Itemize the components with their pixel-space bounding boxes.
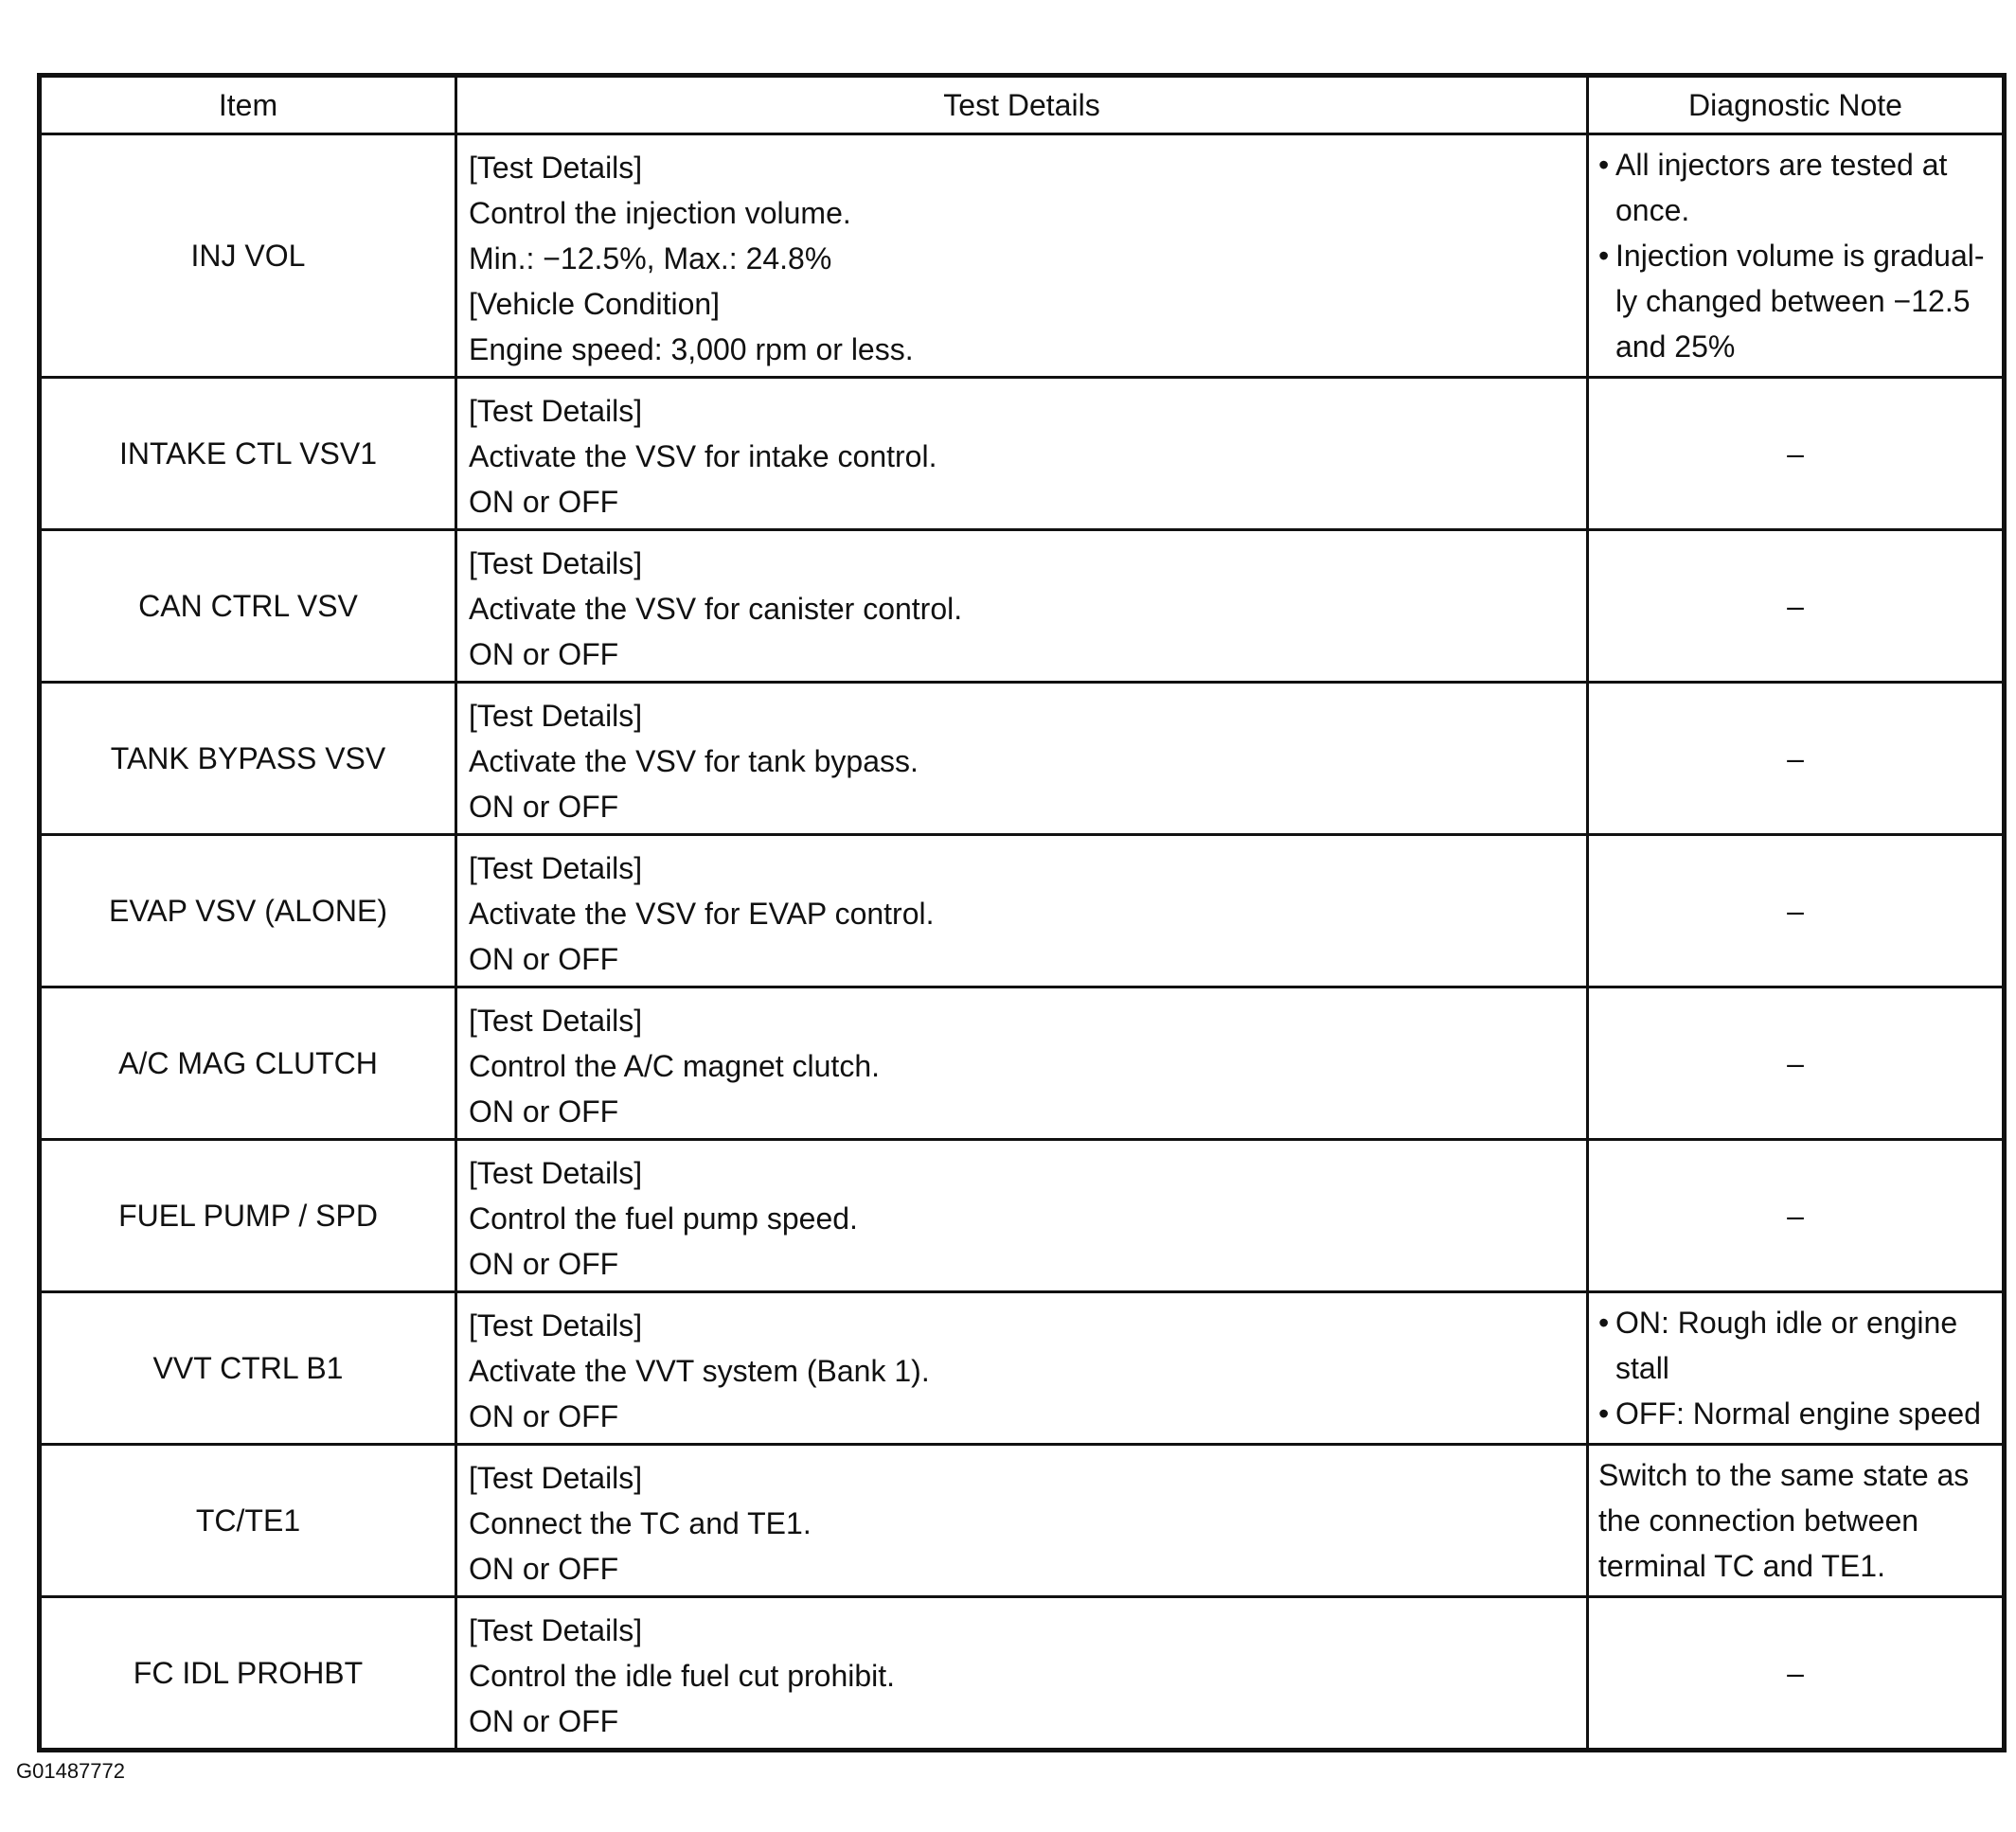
- table-row: [40, 1597, 2005, 1751]
- test-detail-line: [Test Details]: [469, 1461, 643, 1495]
- column-header-test-details: Test Details: [456, 76, 1588, 134]
- test-details-cell: [456, 1140, 1588, 1292]
- note-bullet-item: • ON: Rough idle or engine stall: [1598, 1300, 1992, 1391]
- table-row: [40, 134, 2005, 378]
- test-detail-line: Control the fuel pump speed.: [469, 1201, 858, 1236]
- item-cell: FC IDL PROHBT: [40, 1597, 456, 1751]
- column-header-diagnostic-note: Diagnostic Note: [1588, 76, 2005, 134]
- test-detail-line: [Test Details]: [469, 151, 643, 185]
- item-cell: INJ VOL: [40, 134, 456, 378]
- test-detail-line: ON or OFF: [469, 790, 619, 824]
- table-row: [40, 683, 2005, 835]
- table-body: [40, 134, 2005, 1751]
- note-bullet-list: [1598, 1300, 1992, 1436]
- test-detail-line: ON or OFF: [469, 1704, 619, 1738]
- table-row: [40, 835, 2005, 987]
- test-detail-line: ON or OFF: [469, 1247, 619, 1281]
- test-detail-line: [Test Details]: [469, 1308, 643, 1343]
- note-bullet-item: • All injectors are tested at once.: [1598, 142, 1992, 233]
- figure-id: G01487772: [16, 1759, 125, 1783]
- test-detail-line: [Test Details]: [469, 699, 643, 733]
- test-detail-line: Activate the VVT system (Bank 1).: [469, 1354, 930, 1388]
- item-cell: TC/TE1: [40, 1445, 456, 1597]
- diagnostic-note-cell: [1588, 1597, 2005, 1751]
- note-bullet-item: • Injection volume is gradual-ly changed between −12.5 and 25%: [1598, 233, 1992, 369]
- test-detail-line: Activate the VSV for canister control.: [469, 592, 963, 626]
- table-row: [40, 530, 2005, 683]
- test-detail-line: Min.: −12.5%, Max.: 24.8%: [469, 241, 832, 276]
- item-cell: CAN CTRL VSV: [40, 530, 456, 683]
- test-detail-line: Activate the VSV for tank bypass.: [469, 744, 919, 778]
- table-row: [40, 1445, 2005, 1597]
- test-detail-line: Connect the TC and TE1.: [469, 1506, 812, 1540]
- test-details-cell: [456, 835, 1588, 987]
- test-detail-line: Control the A/C magnet clutch.: [469, 1049, 880, 1083]
- test-detail-line: ON or OFF: [469, 942, 619, 976]
- test-details-cell: [456, 134, 1588, 378]
- active-test-sheet: [37, 73, 2002, 1752]
- test-detail-line: [Test Details]: [469, 1156, 643, 1190]
- test-detail-line: ON or OFF: [469, 485, 619, 519]
- test-detail-line: [Test Details]: [469, 851, 643, 885]
- diagnostic-note-cell: [1588, 1445, 2005, 1597]
- diagnostic-note-cell: [1588, 987, 2005, 1140]
- note-dash: –: [1787, 894, 1804, 928]
- note-dash: –: [1787, 1199, 1804, 1233]
- test-detail-line: ON or OFF: [469, 1399, 619, 1433]
- test-detail-line: [Test Details]: [469, 546, 643, 580]
- note-bullet-item: • OFF: Normal engine speed: [1598, 1391, 1992, 1436]
- table-row: [40, 1140, 2005, 1292]
- table-header-row: [40, 76, 2005, 134]
- test-details-cell: [456, 1597, 1588, 1751]
- test-details-cell: [456, 530, 1588, 683]
- item-cell: TANK BYPASS VSV: [40, 683, 456, 835]
- test-detail-line: ON or OFF: [469, 1552, 619, 1586]
- item-cell: INTAKE CTL VSV1: [40, 378, 456, 530]
- item-cell: FUEL PUMP / SPD: [40, 1140, 456, 1292]
- test-detail-line: Activate the VSV for intake control.: [469, 439, 937, 473]
- test-details-cell: [456, 1292, 1588, 1445]
- test-details-cell: [456, 987, 1588, 1140]
- diagnostic-note-cell: [1588, 683, 2005, 835]
- note-dash: –: [1787, 436, 1804, 471]
- note-dash: –: [1787, 1656, 1804, 1690]
- diagnostic-note-cell: [1588, 1140, 2005, 1292]
- active-test-table: [37, 73, 2007, 1752]
- test-detail-line: Engine speed: 3,000 rpm or less.: [469, 332, 914, 366]
- test-detail-line: Control the injection volume.: [469, 196, 851, 230]
- test-detail-line: [Vehicle Condition]: [469, 287, 721, 321]
- test-detail-line: Activate the VSV for EVAP control.: [469, 897, 935, 931]
- test-detail-line: ON or OFF: [469, 637, 619, 671]
- table-row: [40, 987, 2005, 1140]
- diagnostic-note-cell: [1588, 134, 2005, 378]
- table-row: [40, 1292, 2005, 1445]
- item-cell: VVT CTRL B1: [40, 1292, 456, 1445]
- test-detail-line: [Test Details]: [469, 1004, 643, 1038]
- diagnostic-note-cell: [1588, 378, 2005, 530]
- test-details-cell: [456, 683, 1588, 835]
- table-row: [40, 378, 2005, 530]
- diagnostic-note-cell: [1588, 835, 2005, 987]
- test-details-cell: [456, 378, 1588, 530]
- note-dash: –: [1787, 589, 1804, 623]
- test-detail-line: ON or OFF: [469, 1094, 619, 1129]
- item-cell: A/C MAG CLUTCH: [40, 987, 456, 1140]
- diagnostic-note-cell: [1588, 1292, 2005, 1445]
- note-text: Switch to the same state as the connection between terminal TC and TE1.: [1598, 1458, 1970, 1583]
- test-detail-line: Control the idle fuel cut prohibit.: [469, 1659, 896, 1693]
- column-header-item: Item: [40, 76, 456, 134]
- test-detail-line: [Test Details]: [469, 1613, 643, 1647]
- note-dash: –: [1787, 741, 1804, 775]
- note-bullet-list: [1598, 142, 1992, 369]
- item-cell: EVAP VSV (ALONE): [40, 835, 456, 987]
- test-details-cell: [456, 1445, 1588, 1597]
- note-dash: –: [1787, 1046, 1804, 1080]
- test-detail-line: [Test Details]: [469, 394, 643, 428]
- diagnostic-note-cell: [1588, 530, 2005, 683]
